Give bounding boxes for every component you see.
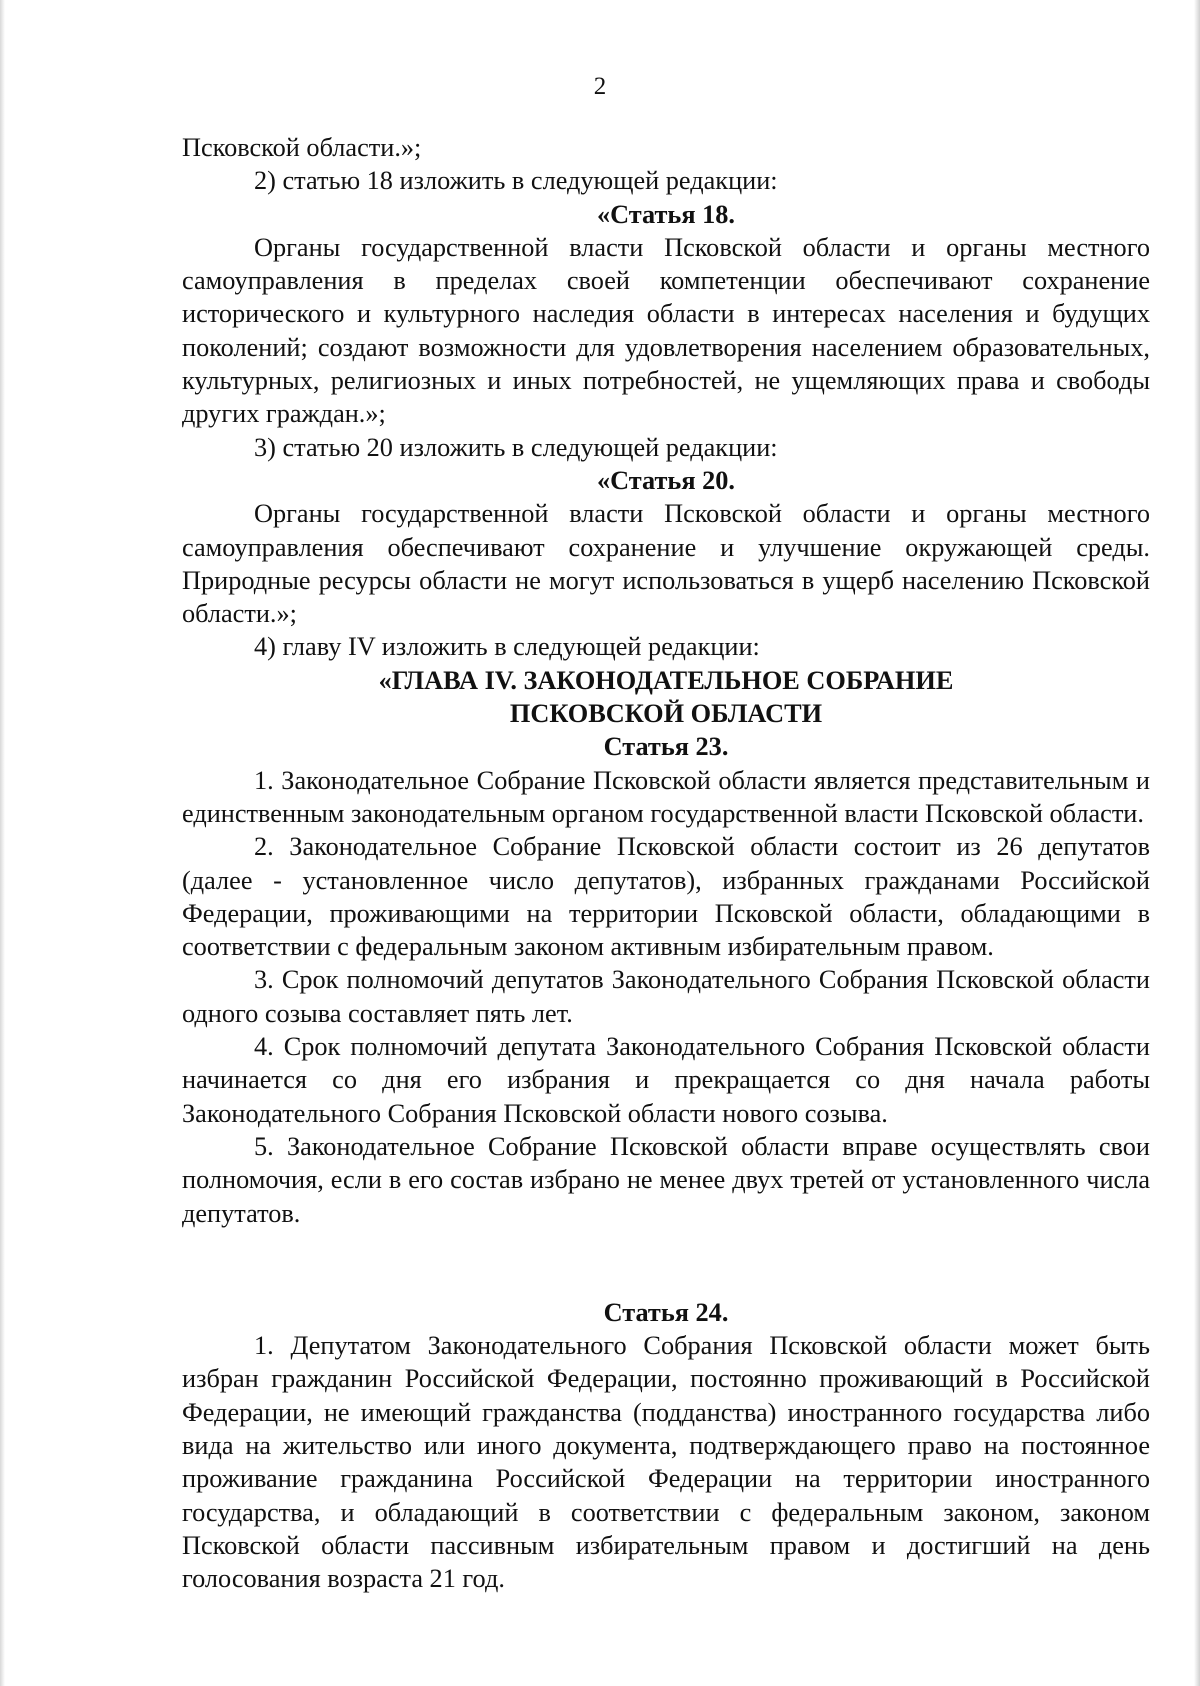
article-clause: 3. Срок полномочий депутатов Законодательного Собрания Псковской области одного созыва составляет пять лет. <box>182 965 1150 1028</box>
article-heading: Статья 24. <box>603 1297 729 1327</box>
article-text: Органы государственной власти Псковской области и органы местного самоуправления обеспечивают сохранение и улучшение окружающей среды. Природные ресурсы области не могут использоваться в ущерб населению Псковской области.»; <box>182 499 1150 629</box>
article-clause: 5. Законодательное Собрание Псковской области вправе осуществлять свои полномочия, если в его состав избрано не менее двух третей от установленного числа депутатов. <box>182 1131 1150 1228</box>
article-clause: 4. Срок полномочий депутата Законодательного Собрания Псковской области начинается со дня его избрания и прекращается со дня начала работы Законодательного Собрания Псковской области нового созыва. <box>182 1032 1150 1128</box>
chapter-heading: ПСКОВСКОЙ ОБЛАСТИ <box>509 699 823 729</box>
document-body <box>182 131 1150 1595</box>
article-heading: «Статья 20. <box>597 465 735 495</box>
article-heading: Статья 23. <box>603 732 729 762</box>
article-text: Органы государственной власти Псковской области и органы местного самоуправления в пределах своей компетенции обеспечивают сохранение исторического и культурного наследия области в интересах населения и будущих поколений; создают возможности для удовлетворения населением образовательных, культурных, религиозных и иных потребностей, не ущемляющих права и свободы других граждан.»; <box>182 232 1150 429</box>
scan-edge-left <box>0 0 5 1686</box>
section-spacer <box>182 1230 1150 1296</box>
amendment-item: 4) главу IV изложить в следующей редакции: <box>254 632 760 662</box>
scan-edge-right <box>1194 0 1200 1686</box>
article-heading: «Статья 18. <box>597 199 735 229</box>
page-number: 2 <box>593 73 607 100</box>
chapter-heading: «ГЛАВА IV. ЗАКОНОДАТЕЛЬНОЕ СОБРАНИЕ <box>378 665 954 695</box>
article-clause: 2. Законодательное Собрание Псковской области состоит из 26 депутатов (далее - установленное число депутатов), избранных гражданами Российской Федерации, проживающими на территории Псковской области, обладающими в соответствии с федеральным законом активным избирательным правом. <box>182 832 1150 962</box>
amendment-item: 3) статью 20 изложить в следующей редакции: <box>254 432 778 462</box>
article-clause: 1. Законодательное Собрание Псковской области является представительным и единственным законодательным органом государственной власти Псковской области. <box>182 765 1150 828</box>
paragraph: Псковской области.»; <box>182 133 422 162</box>
amendment-item: 2) статью 18 изложить в следующей редакции: <box>254 166 778 196</box>
article-clause: 1. Депутатом Законодательного Собрания Псковской области может быть избран гражданин Российской Федерации, постоянно проживающий в Российской Федерации, не имеющий гражданства (подданства) иностранного государства либо вида на жительство или иного документа, подтверждающего право на постоянное проживание гражданина Российской Федерации на территории иностранного государства, и обладающий в соответствии с федеральным законом, законом Псковской области пассивным избирательным правом и достигший на день голосования возраста 21 год. <box>182 1331 1150 1594</box>
